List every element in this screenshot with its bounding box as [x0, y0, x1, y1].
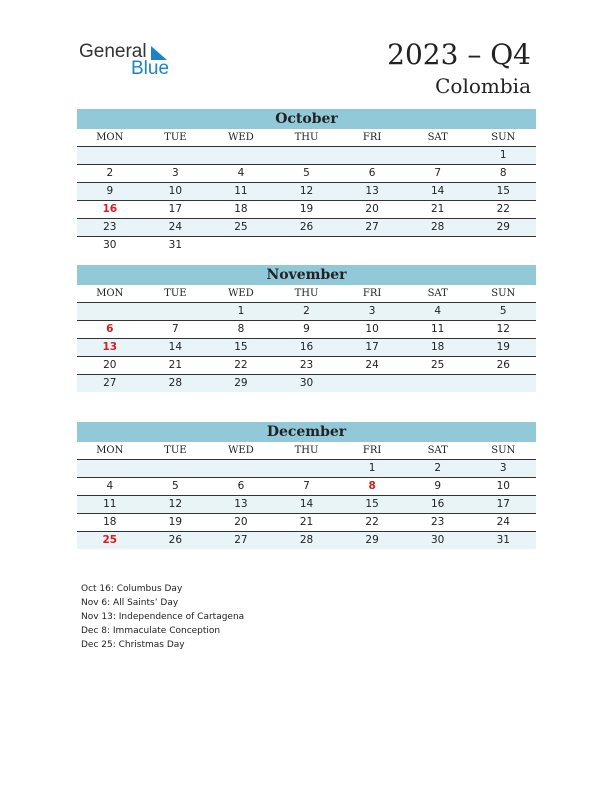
- logo-text-blue: Blue: [131, 58, 170, 79]
- date-cell: 29: [496, 221, 510, 233]
- weekday-label: SUN: [491, 445, 516, 456]
- date-cell: 8: [499, 167, 507, 179]
- date-cell: 31: [496, 534, 510, 546]
- date-cell: 18: [430, 341, 445, 353]
- weekday-label: TUE: [164, 288, 187, 299]
- date-cell: [208, 460, 274, 477]
- weekday-label: SAT: [427, 132, 448, 143]
- month-title: October: [77, 109, 536, 129]
- date-cell: 30: [103, 239, 117, 251]
- month-title: November: [77, 265, 536, 285]
- weekday-label: MON: [96, 445, 124, 456]
- date-cell: 24: [365, 359, 379, 371]
- weekday-label: FRI: [362, 445, 382, 456]
- week-row: [77, 357, 536, 375]
- holiday-note: Nov 6: All Saints’ Day: [81, 598, 179, 608]
- date-cell: [274, 147, 340, 164]
- date-cell: 4: [434, 305, 442, 317]
- date-cell: 2: [303, 305, 310, 317]
- date-cell: [274, 237, 340, 254]
- date-cell: 19: [168, 516, 183, 528]
- date-cell: 19: [299, 203, 314, 215]
- date-cell: 24: [168, 221, 183, 233]
- date-cell: 31: [168, 239, 183, 251]
- weekday-header-row: [77, 129, 536, 147]
- date-cell: 26: [299, 221, 314, 233]
- date-cell: 26: [168, 534, 183, 546]
- holiday-note: Dec 25: Christmas Day: [81, 640, 185, 650]
- date-cell: [470, 237, 536, 254]
- month-title: December: [77, 422, 536, 442]
- date-cell: 10: [168, 185, 183, 197]
- date-cell: 23: [103, 221, 117, 233]
- weekday-label: TUE: [164, 132, 187, 143]
- date-cell: 18: [103, 516, 117, 528]
- date-cell: 10: [365, 323, 379, 335]
- weekday-label: SAT: [427, 288, 448, 299]
- week-row: [77, 339, 536, 357]
- date-cell: 7: [172, 323, 179, 335]
- week-row: [77, 460, 536, 478]
- date-cell: 17: [168, 203, 183, 215]
- date-cell: 11: [103, 498, 117, 510]
- date-cell: 14: [430, 185, 445, 197]
- date-cell: [470, 375, 536, 392]
- date-cell: 30: [299, 377, 314, 389]
- date-cell: 21: [430, 203, 445, 215]
- date-cell: 26: [496, 359, 510, 371]
- generalblue-logo: [79, 41, 189, 81]
- date-cell: [405, 375, 471, 392]
- date-cell: 20: [365, 203, 379, 215]
- date-cell: 5: [303, 167, 310, 179]
- date-cell: 13: [365, 185, 379, 197]
- date-cell: 2: [106, 167, 114, 179]
- weekday-label: WED: [228, 132, 254, 143]
- date-cell: 3: [172, 167, 179, 179]
- date-cell: 25: [430, 359, 445, 371]
- weekday-label: WED: [228, 288, 254, 299]
- week-row: [77, 514, 536, 532]
- date-cell: 27: [365, 221, 379, 233]
- date-cell: 11: [430, 323, 445, 335]
- date-cell: 20: [103, 359, 117, 371]
- date-cell: 25: [234, 221, 248, 233]
- date-cell: 5: [499, 305, 507, 317]
- weekday-label: SUN: [491, 288, 516, 299]
- date-cell: [143, 303, 209, 320]
- date-cell: 20: [234, 516, 248, 528]
- date-cell: 7: [303, 480, 310, 492]
- month-october: [77, 109, 536, 254]
- date-cell: 28: [168, 377, 183, 389]
- date-cell: 9: [303, 323, 310, 335]
- week-row: [77, 165, 536, 183]
- holiday-date-cell: 8: [368, 480, 376, 492]
- date-cell: 17: [365, 341, 379, 353]
- weekday-header-row: [77, 442, 536, 460]
- date-cell: 22: [234, 359, 248, 371]
- month-grid: [77, 129, 536, 254]
- date-cell: 12: [168, 498, 183, 510]
- weekday-label: MON: [96, 132, 124, 143]
- date-cell: 10: [496, 480, 510, 492]
- weekday-label: SAT: [427, 445, 448, 456]
- week-row: [77, 183, 536, 201]
- date-cell: 8: [237, 323, 245, 335]
- weekday-header-row: [77, 285, 536, 303]
- date-cell: 15: [234, 341, 248, 353]
- weekday-label: SUN: [491, 132, 516, 143]
- date-cell: 28: [430, 221, 445, 233]
- month-november: [77, 265, 536, 392]
- date-cell: 6: [237, 480, 245, 492]
- week-row: [77, 201, 536, 219]
- weekday-label: FRI: [362, 132, 382, 143]
- date-cell: 15: [496, 185, 510, 197]
- date-cell: 11: [234, 185, 248, 197]
- holiday-note: Dec 8: Immaculate Conception: [81, 626, 221, 636]
- date-cell: 23: [430, 516, 445, 528]
- weekday-label: THU: [294, 288, 319, 299]
- date-cell: 23: [299, 359, 314, 371]
- week-row: [77, 321, 536, 339]
- date-cell: [208, 237, 274, 254]
- date-cell: 12: [299, 185, 314, 197]
- date-cell: 29: [365, 534, 379, 546]
- date-cell: 14: [168, 341, 183, 353]
- weekday-label: MON: [96, 288, 124, 299]
- date-cell: 9: [106, 185, 114, 197]
- holiday-date-cell: 16: [102, 203, 118, 215]
- date-cell: [77, 460, 143, 477]
- date-cell: 4: [237, 167, 245, 179]
- date-cell: [405, 237, 471, 254]
- date-cell: 15: [365, 498, 379, 510]
- week-row: [77, 478, 536, 496]
- date-cell: 1: [499, 149, 507, 161]
- date-cell: [339, 375, 405, 392]
- week-row: [77, 303, 536, 321]
- date-cell: [339, 147, 405, 164]
- date-cell: 5: [172, 480, 179, 492]
- holiday-date-cell: 25: [102, 534, 118, 546]
- logo-text-general: General: [79, 41, 147, 62]
- week-row: [77, 375, 536, 392]
- date-cell: 29: [234, 377, 248, 389]
- date-cell: 3: [368, 305, 376, 317]
- week-row: [77, 532, 536, 549]
- date-cell: 27: [103, 377, 117, 389]
- week-row: [77, 219, 536, 237]
- weekday-label: WED: [228, 445, 254, 456]
- page-title: 2023 – Q4: [387, 38, 531, 71]
- date-cell: 7: [434, 167, 442, 179]
- holiday-notes: [81, 582, 244, 652]
- date-cell: [405, 147, 471, 164]
- week-row: [77, 237, 536, 254]
- holiday-date-cell: 6: [106, 323, 114, 335]
- date-cell: 30: [430, 534, 445, 546]
- date-cell: 16: [299, 341, 314, 353]
- date-cell: [143, 147, 209, 164]
- month-grid: [77, 442, 536, 549]
- date-cell: 21: [299, 516, 314, 528]
- weekday-label: TUE: [164, 445, 187, 456]
- date-cell: [208, 147, 274, 164]
- week-row: [77, 147, 536, 165]
- date-cell: [77, 147, 143, 164]
- date-cell: 24: [496, 516, 510, 528]
- date-cell: 12: [496, 323, 510, 335]
- date-cell: [339, 237, 405, 254]
- month-grid: [77, 285, 536, 392]
- date-cell: 18: [234, 203, 248, 215]
- country-subtitle: Colombia: [435, 74, 531, 98]
- date-cell: 22: [365, 516, 379, 528]
- date-cell: 2: [434, 462, 442, 474]
- date-cell: 28: [299, 534, 314, 546]
- date-cell: 1: [237, 305, 245, 317]
- weekday-label: FRI: [362, 288, 382, 299]
- date-cell: 21: [168, 359, 183, 371]
- holiday-date-cell: 13: [102, 341, 118, 353]
- date-cell: 14: [299, 498, 314, 510]
- date-cell: [143, 460, 209, 477]
- holiday-note: Oct 16: Columbus Day: [81, 584, 183, 594]
- date-cell: [274, 460, 340, 477]
- date-cell: 3: [499, 462, 507, 474]
- date-cell: 19: [496, 341, 510, 353]
- date-cell: 6: [368, 167, 376, 179]
- date-cell: [77, 303, 143, 320]
- date-cell: 22: [496, 203, 510, 215]
- date-cell: 27: [234, 534, 248, 546]
- holiday-note: Nov 13: Independence of Cartagena: [81, 612, 245, 622]
- weekday-label: THU: [294, 445, 319, 456]
- week-row: [77, 496, 536, 514]
- date-cell: 16: [430, 498, 445, 510]
- date-cell: 17: [496, 498, 510, 510]
- date-cell: 4: [106, 480, 114, 492]
- date-cell: 13: [234, 498, 248, 510]
- date-cell: 1: [368, 462, 376, 474]
- date-cell: 9: [434, 480, 442, 492]
- weekday-label: THU: [294, 132, 319, 143]
- month-december: [77, 422, 536, 549]
